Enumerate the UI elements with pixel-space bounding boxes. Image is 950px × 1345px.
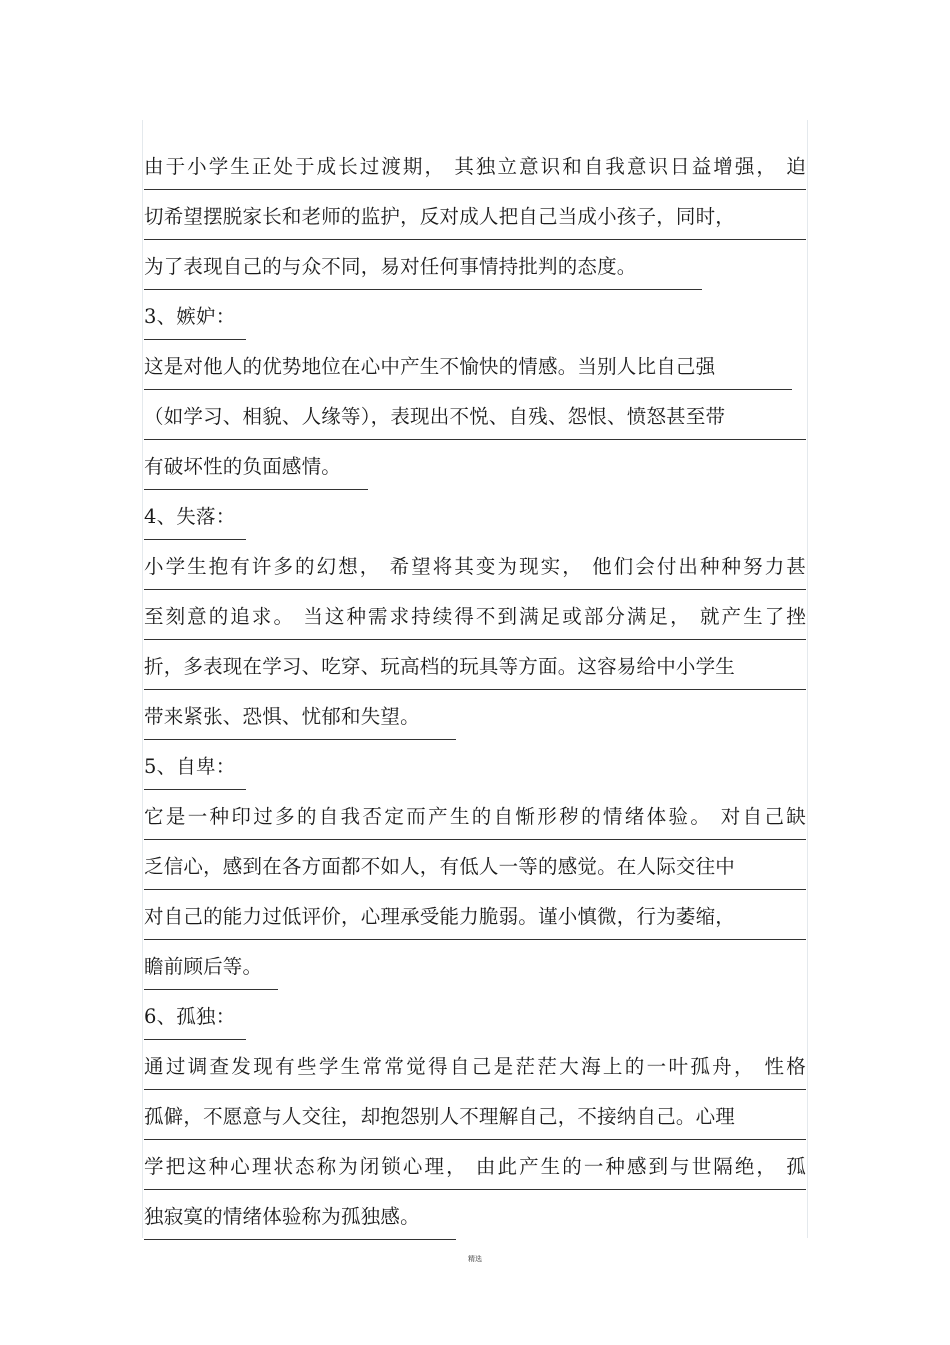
text-line bbox=[144, 390, 806, 440]
text-line bbox=[144, 1190, 806, 1240]
text-line bbox=[144, 1140, 806, 1190]
line-text: 对自己的能力过低评价，心理承受能力脆弱。谨小慎微，行为萎缩， bbox=[144, 905, 736, 928]
text-line bbox=[144, 240, 806, 290]
text-line bbox=[144, 1040, 806, 1090]
text-line bbox=[144, 590, 806, 640]
line-text: 3、嫉妒： bbox=[144, 305, 236, 328]
line-text: （如学习、相貌、人缘等），表现出不悦、自残、怨恨、愤怒甚至带 bbox=[144, 405, 726, 428]
line-text: 瞻前顾后等。 bbox=[144, 955, 263, 978]
text-line bbox=[144, 940, 806, 990]
text-line bbox=[144, 540, 806, 590]
line-text: 通过调查发现有些学生常常觉得自己是茫茫大海上的一叶孤舟， 性格 bbox=[144, 1055, 806, 1078]
line-text: 4、失落： bbox=[144, 505, 236, 528]
line-text: 孤僻，不愿意与人交往，却抱怨别人不理解自己，不接纳自己。心理 bbox=[144, 1105, 736, 1128]
document-body bbox=[144, 140, 806, 1240]
line-text: 它是一种印过多的自我否定而产生的自惭形秽的情绪体验。 对自己缺 bbox=[144, 805, 806, 828]
text-line bbox=[144, 740, 806, 790]
text-line bbox=[144, 690, 806, 740]
text-line bbox=[144, 990, 806, 1040]
line-text: 5、自卑： bbox=[144, 755, 236, 778]
text-line bbox=[144, 890, 806, 940]
line-text: 乏信心，感到在各方面都不如人，有低人一等的感觉。在人际交往中 bbox=[144, 855, 736, 878]
text-line bbox=[144, 790, 806, 840]
line-text: 小学生抱有许多的幻想， 希望将其变为现实， 他们会付出种种努力甚 bbox=[144, 555, 806, 578]
line-text: 6、孤独： bbox=[144, 1005, 236, 1028]
line-text: 为了表现自己的与众不同，易对任何事情持批判的态度。 bbox=[144, 255, 637, 278]
line-text: 有破坏性的负面感情。 bbox=[144, 455, 342, 478]
text-line bbox=[144, 290, 806, 340]
line-text: 独寂寞的情绪体验称为孤独感。 bbox=[144, 1205, 420, 1228]
line-text: 这是对他人的优势地位在心中产生不愉快的情感。当别人比自己强 bbox=[144, 355, 716, 378]
line-text: 至刻意的追求。 当这种需求持续得不到满足或部分满足， 就产生了挫 bbox=[144, 605, 806, 628]
line-text: 学把这种心理状态称为闭锁心理， 由此产生的一种感到与世隔绝， 孤 bbox=[144, 1155, 806, 1178]
text-line bbox=[144, 190, 806, 240]
text-line bbox=[144, 640, 806, 690]
text-line bbox=[144, 490, 806, 540]
text-line bbox=[144, 840, 806, 890]
text-line bbox=[144, 440, 806, 490]
text-line bbox=[144, 140, 806, 190]
page-footer: 精选 bbox=[468, 1255, 482, 1263]
line-text: 带来紧张、恐惧、忧郁和失望。 bbox=[144, 705, 420, 728]
line-text: 由于小学生正处于成长过渡期， 其独立意识和自我意识日益增强， 迫 bbox=[144, 155, 806, 178]
line-text: 折，多表现在学习、吃穿、玩高档的玩具等方面。这容易给中小学生 bbox=[144, 655, 736, 678]
underline-rule bbox=[144, 1239, 456, 1240]
text-line bbox=[144, 1090, 806, 1140]
line-text: 切希望摆脱家长和老师的监护，反对成人把自己当成小孩子，同时， bbox=[144, 205, 736, 228]
text-line bbox=[144, 340, 806, 390]
